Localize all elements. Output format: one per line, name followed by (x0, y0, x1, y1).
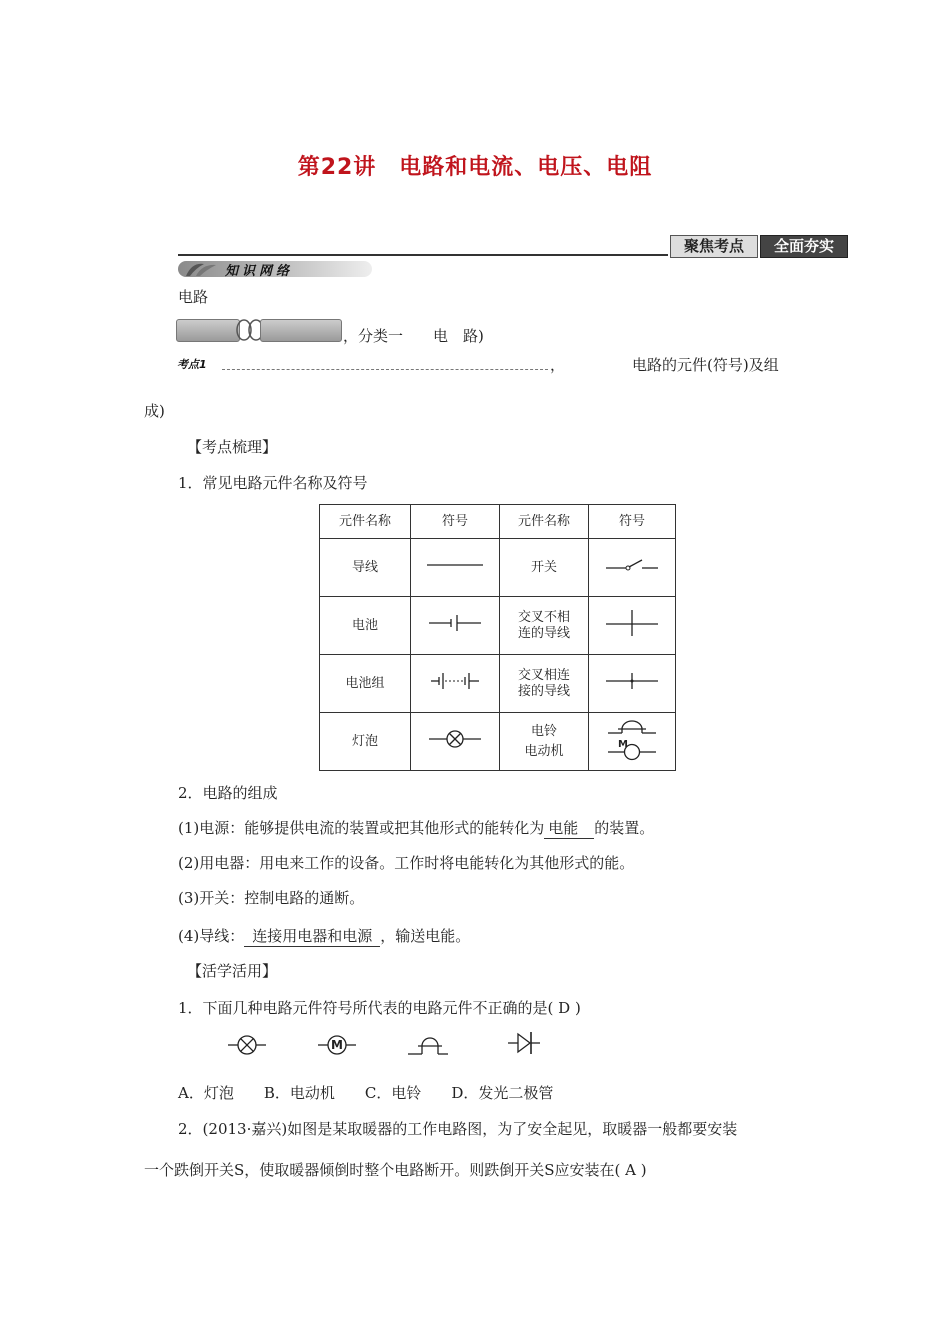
banner-rule (178, 254, 668, 256)
network-box-1 (176, 319, 240, 342)
motor-letter: M (618, 739, 628, 750)
lamp-symbol-icon (425, 728, 485, 750)
crossing-joined-wires-icon (602, 669, 662, 693)
table-cell-name: 电池 (320, 597, 411, 655)
table-cell-name: 灯泡 (320, 713, 411, 771)
q1-bell-symbol-icon (406, 1030, 450, 1058)
leaf-ornament-icon (182, 260, 224, 278)
wire-symbol-icon (425, 558, 485, 572)
question-1-options: A．灯泡 B．电动机 C．电铃 D．发光二极管 (178, 1084, 554, 1102)
network-line-circuit: 电路 (178, 288, 209, 306)
banner-focus-label: 聚焦考点 (670, 235, 758, 258)
table-cell-symbol (411, 713, 500, 771)
dashed-rule (222, 369, 548, 370)
table-cell-name: 导线 (320, 539, 411, 597)
table-cell-name: 电铃 电动机 (500, 713, 589, 771)
network-comma: ， (550, 356, 566, 374)
network-box-2 (260, 319, 342, 342)
component-switch: (3)开关：控制电路的通断。 (178, 889, 365, 907)
table-cell-symbol (589, 597, 676, 655)
knowledge-network-label: 知识网络 (225, 264, 294, 279)
q1-diode-symbol-icon (506, 1028, 542, 1058)
bell-symbol-icon (602, 717, 662, 761)
table-cell-symbol (589, 655, 676, 713)
q1-motor-letter: M (331, 1038, 343, 1052)
table-cell-name: 交叉不相 连的导线 (500, 597, 589, 655)
question-1-stem: 1．下面几种电路元件符号所代表的电路元件不正确的是( D ) (178, 999, 581, 1017)
table-cell-name: 电池组 (320, 655, 411, 713)
answer-blank: 电能 (544, 818, 594, 839)
table-header: 元件名称 (320, 505, 411, 539)
item-2-heading: 2．电路的组成 (178, 784, 278, 802)
question-2-line-2: 一个跌倒开关S，使取暖器倾倒时整个电路断开。则跌倒开关S应安装在( A ) (144, 1161, 647, 1179)
question-2-line-1: 2．(2013·嘉兴)如图是某取暖器的工作电路图，为了安全起见，取暖器一般都要安装 (178, 1120, 738, 1138)
component-appliance: (2)用电器：用电来工作的设备。工作时将电能转化为其他形式的能。 (178, 854, 635, 872)
table-cell-symbol (589, 713, 676, 771)
table-cell-symbol (589, 539, 676, 597)
switch-symbol-icon (602, 555, 662, 575)
table-header: 元件名称 (500, 505, 589, 539)
table-cell-name: 交叉相连 接的导线 (500, 655, 589, 713)
component-power-source: (1)电源：能够提供电流的装置或把其他形式的能转化为 电能 的装置。 (178, 819, 655, 837)
q1-lamp-symbol-icon (226, 1032, 268, 1058)
battery-pack-symbol-icon (425, 671, 485, 691)
network-line-classification: ，分类一 电 路) (343, 327, 484, 345)
network-line-continued: 成) (144, 402, 165, 420)
component-wire: (4)导线： 连接用电器和电源 ，输送电能。 (178, 927, 471, 945)
table-cell-symbol (411, 655, 500, 713)
table-cell-symbol (411, 539, 500, 597)
page-title: 第22讲 电路和电流、电压、电阻 (297, 155, 653, 180)
table-header: 符号 (589, 505, 676, 539)
network-line-components: 电路的元件(符号)及组 (632, 356, 779, 374)
kaodian-badge: 考点1 (177, 358, 207, 371)
table-header: 符号 (411, 505, 500, 539)
section-heading-review: 【考点梳理】 (187, 438, 278, 456)
crossing-unjoined-wires-icon (602, 608, 662, 638)
table-cell-name: 开关 (500, 539, 589, 597)
table-cell-symbol (411, 597, 500, 655)
symbol-table (319, 504, 676, 771)
item-1-heading: 1．常见电路元件名称及符号 (178, 474, 368, 492)
answer-blank: 连接用电器和电源 (244, 926, 380, 947)
section-heading-practice: 【活学活用】 (187, 962, 278, 980)
battery-symbol-icon (425, 613, 485, 633)
banner-solid-label: 全面夯实 (760, 235, 848, 258)
